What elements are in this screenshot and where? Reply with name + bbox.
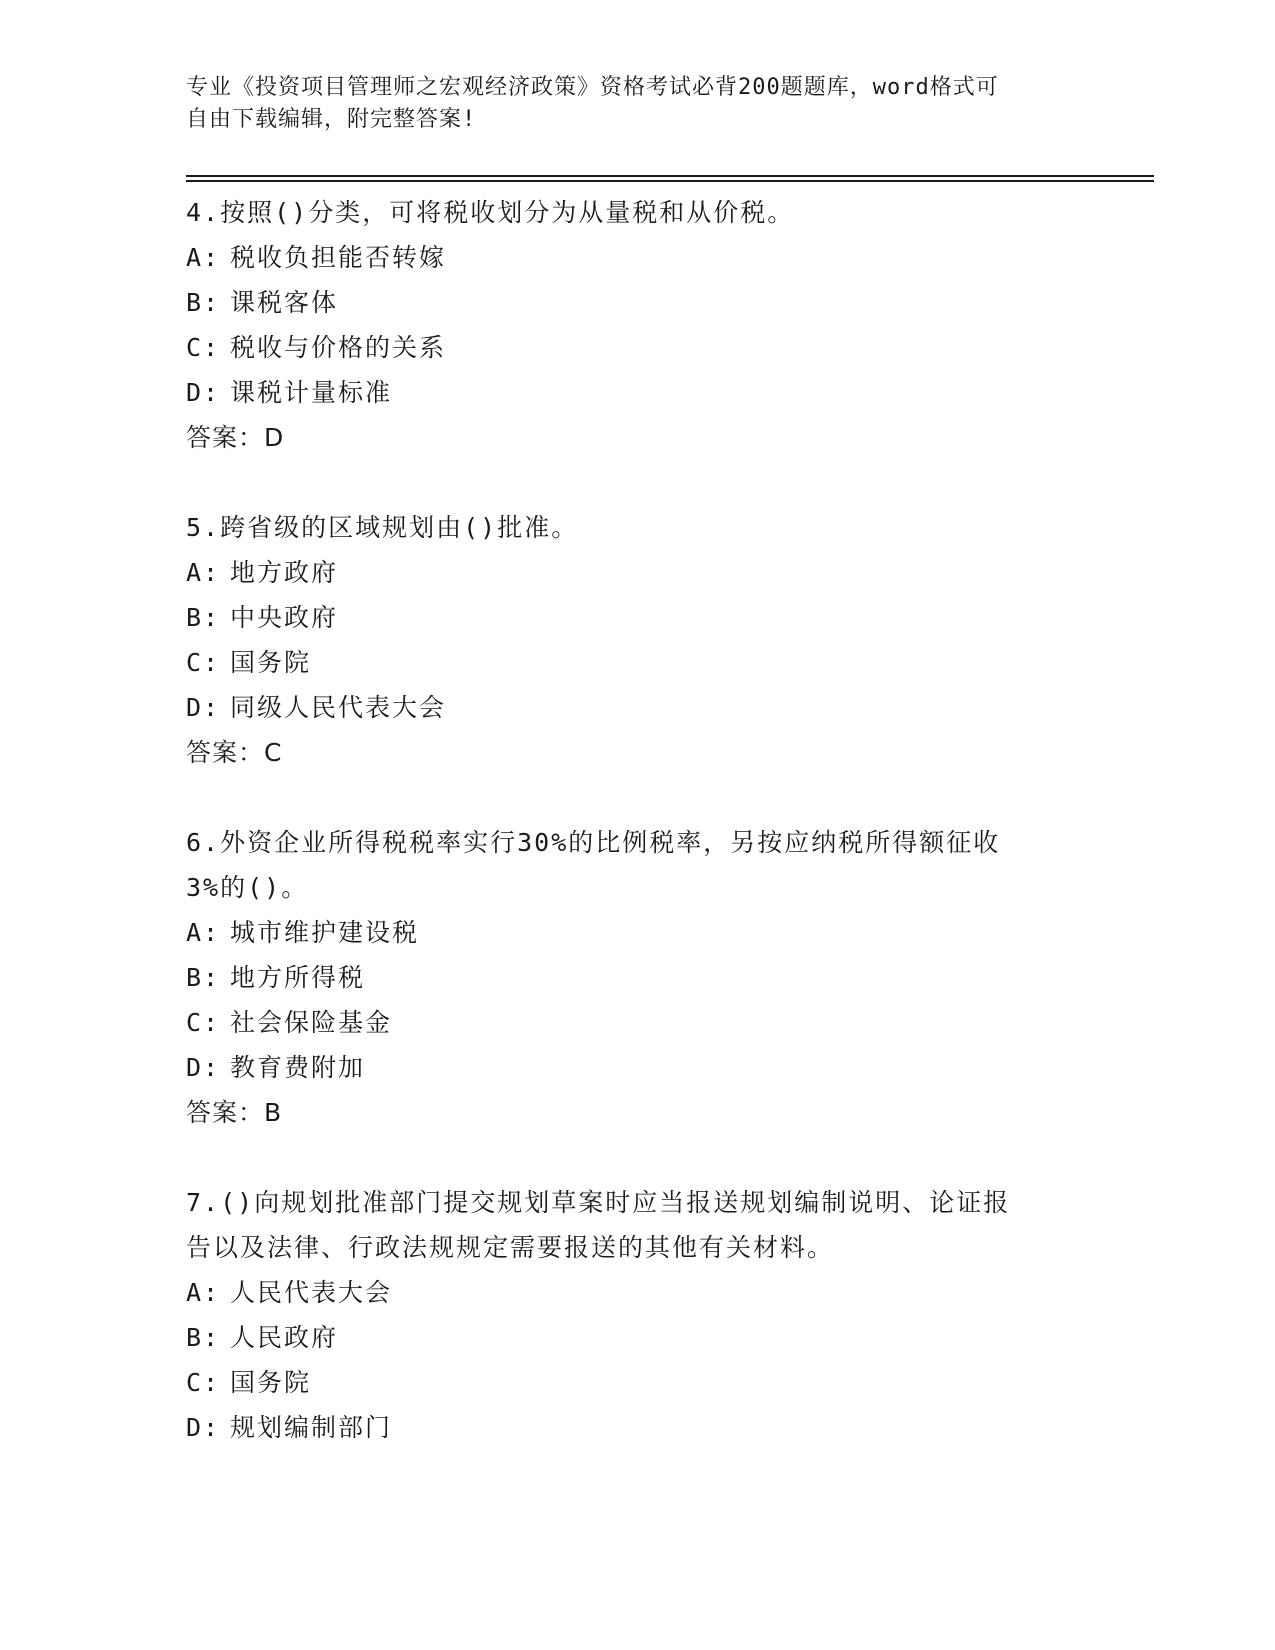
option-text: 地方所得税	[230, 963, 366, 992]
option-text: 规划编制部门	[230, 1413, 393, 1442]
option-d	[186, 370, 1066, 415]
header-divider-bottom	[186, 180, 1154, 182]
question-stem-continuation: 3%的()。	[186, 873, 309, 902]
option-text: 国务院	[230, 1368, 312, 1397]
option-key: A:	[186, 243, 221, 272]
option-a	[186, 910, 1066, 955]
question-item	[186, 820, 1066, 1135]
question-stem: 7.()向规划批准部门提交规划草案时应当报送规划编制说明、论证报	[186, 1188, 1011, 1217]
option-c	[186, 325, 1066, 370]
question-list	[186, 190, 1066, 1495]
header-title-line-1: 专业《投资项目管理师之宏观经济政策》资格考试必背200题题库，word格式可	[186, 75, 999, 100]
answer-label: 答案：C	[186, 738, 283, 767]
option-a	[186, 550, 1066, 595]
option-d	[186, 1045, 1066, 1090]
option-key: D:	[186, 693, 221, 722]
option-text: 人民政府	[230, 1323, 339, 1352]
option-c	[186, 640, 1066, 685]
option-key: B:	[186, 1323, 221, 1352]
option-text: 税收负担能否转嫁	[230, 243, 447, 272]
option-key: B:	[186, 963, 221, 992]
option-text: 同级人民代表大会	[230, 693, 447, 722]
answer-label: 答案：D	[186, 423, 285, 452]
option-b	[186, 955, 1066, 1000]
option-text: 中央政府	[230, 603, 339, 632]
option-text: 教育费附加	[230, 1053, 366, 1082]
option-text: 社会保险基金	[230, 1008, 393, 1037]
option-key: D:	[186, 1053, 221, 1082]
option-c	[186, 1000, 1066, 1045]
option-key: A:	[186, 1278, 221, 1307]
question-item	[186, 190, 1066, 460]
option-c	[186, 1360, 1066, 1405]
option-b	[186, 1315, 1066, 1360]
question-item	[186, 505, 1066, 775]
document-header	[186, 72, 1066, 136]
question-stem: 5.跨省级的区域规划由()批准。	[186, 513, 579, 542]
option-key: C:	[186, 1368, 221, 1397]
question-stem-continuation: 告以及法律、行政法规规定需要报送的其他有关材料。	[186, 1233, 835, 1262]
option-a	[186, 1270, 1066, 1315]
header-title-line-2: 自由下载编辑，附完整答案!	[186, 107, 477, 132]
option-text: 城市维护建设税	[230, 918, 420, 947]
option-b	[186, 280, 1066, 325]
question-item	[186, 1180, 1066, 1450]
option-text: 税收与价格的关系	[230, 333, 447, 362]
option-text: 课税客体	[230, 288, 339, 317]
option-d	[186, 685, 1066, 730]
option-key: D:	[186, 1413, 221, 1442]
option-d	[186, 1405, 1066, 1450]
option-key: A:	[186, 918, 221, 947]
question-stem: 6.外资企业所得税税率实行30%的比例税率，另按应纳税所得额征收	[186, 828, 1001, 857]
option-key: C:	[186, 333, 221, 362]
option-text: 地方政府	[230, 558, 339, 587]
option-text: 国务院	[230, 648, 312, 677]
option-b	[186, 595, 1066, 640]
option-key: C:	[186, 1008, 221, 1037]
option-text: 人民代表大会	[230, 1278, 393, 1307]
option-key: B:	[186, 288, 221, 317]
option-key: B:	[186, 603, 221, 632]
option-text: 课税计量标准	[230, 378, 393, 407]
option-key: A:	[186, 558, 221, 587]
option-key: D:	[186, 378, 221, 407]
header-divider-top	[186, 175, 1154, 177]
option-key: C:	[186, 648, 221, 677]
answer-label: 答案：B	[186, 1098, 283, 1127]
question-stem: 4.按照()分类，可将税收划分为从量税和从价税。	[186, 198, 795, 227]
option-a	[186, 235, 1066, 280]
